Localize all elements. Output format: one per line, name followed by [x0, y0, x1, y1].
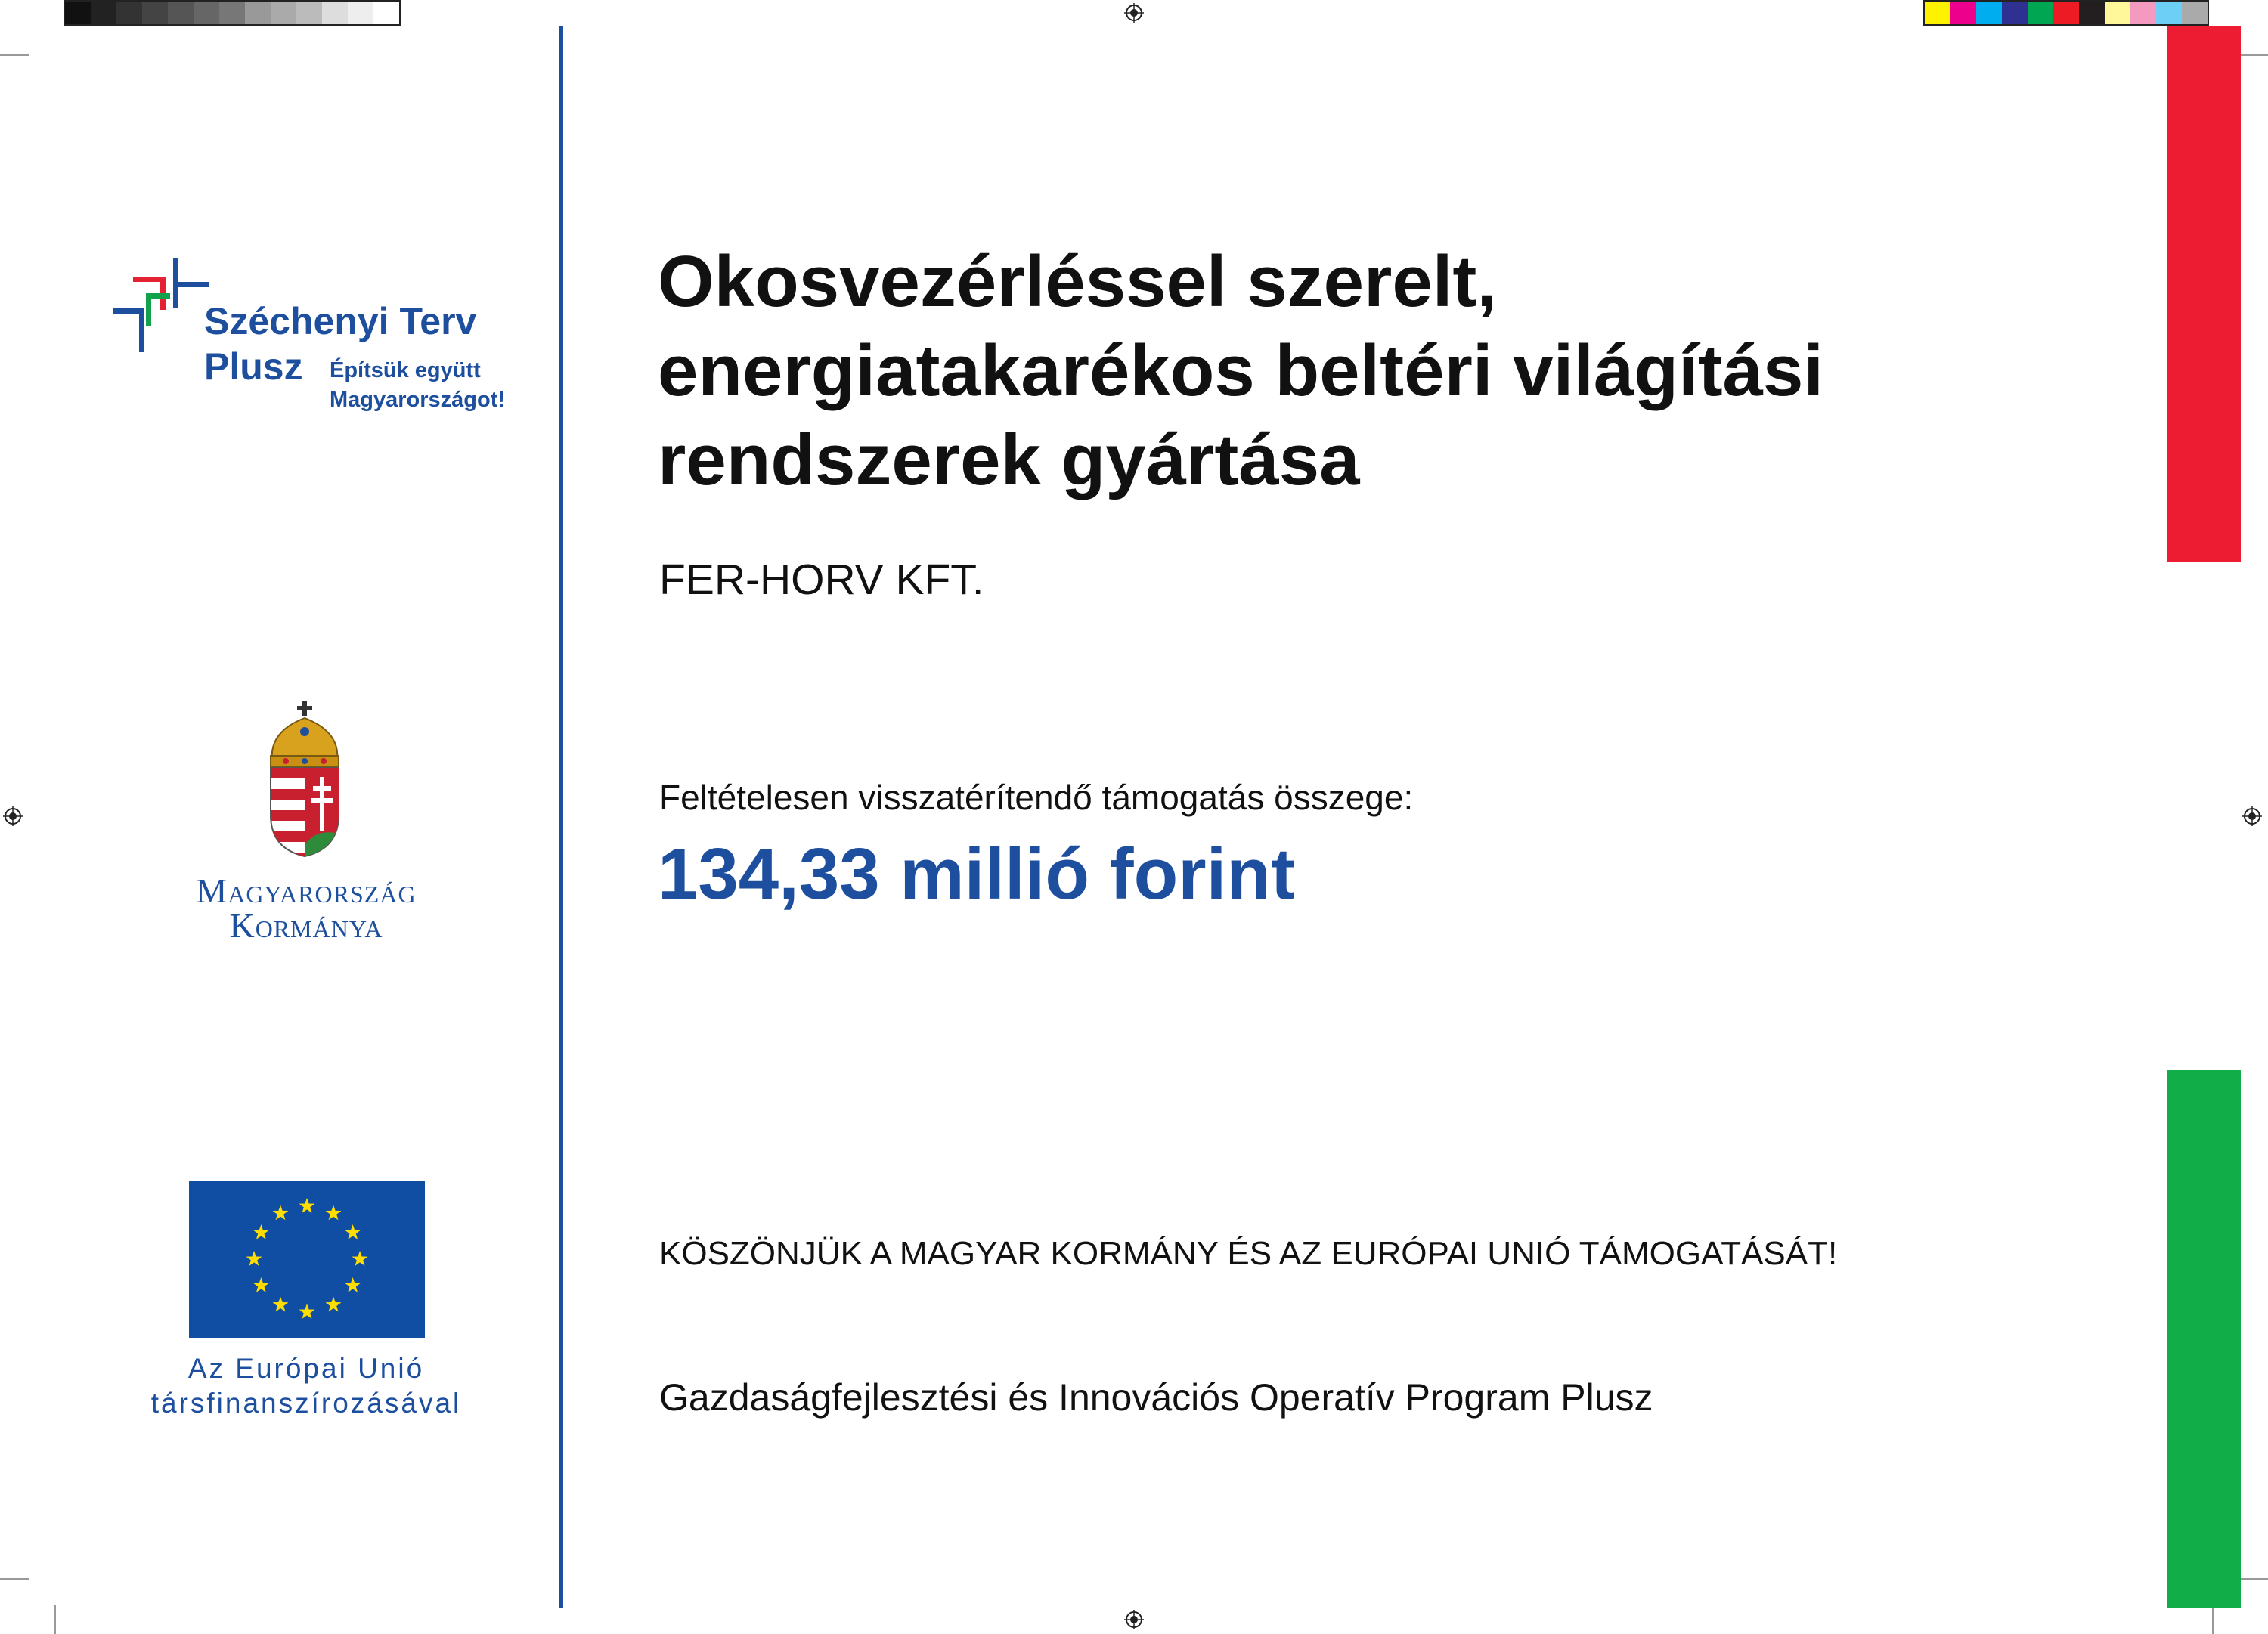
eu-text-line2: társfinanszírozásával [150, 1388, 462, 1419]
project-title-line: rendszerek gyártása [658, 419, 1360, 500]
registration-mark-icon [2242, 806, 2262, 826]
eu-flag-icon [189, 1181, 425, 1338]
company-name: FER-HORV KFT. [659, 555, 984, 604]
support-amount-label: Feltételesen visszatérítendő támogatás összege: [659, 778, 1414, 817]
crop-mark [0, 54, 29, 56]
coat-of-arms-icon [263, 701, 346, 860]
project-title [658, 237, 2094, 505]
szechenyi-logo-line1: Széchenyi Terv [204, 300, 477, 342]
crop-mark [2239, 54, 2268, 56]
registration-mark-icon [1124, 3, 1144, 23]
registration-mark-icon [1124, 1610, 1144, 1629]
support-amount: 134,33 millió forint [658, 834, 1295, 914]
government-name-line1: Magyarország [196, 871, 417, 910]
szechenyi-slogan-line2: Magyarországot! [330, 388, 506, 412]
project-title-line: energiatakarékos beltéri világítási [658, 330, 1824, 411]
crop-mark [2239, 1578, 2268, 1580]
crop-mark [0, 1578, 29, 1580]
vertical-divider [559, 26, 563, 1608]
crop-mark [54, 1605, 56, 1634]
szechenyi-cross-icon [110, 257, 212, 355]
crop-mark [2212, 1605, 2214, 1634]
eu-text-line1: Az Európai Unió [187, 1353, 425, 1384]
color-calibration-strip [1923, 0, 2209, 26]
government-name-line2: Kormánya [229, 906, 383, 945]
flag-red-bar [2167, 26, 2241, 562]
szechenyi-slogan-line1: Építsük együtt [330, 358, 481, 382]
grayscale-calibration-strip [64, 0, 401, 26]
program-name: Gazdaságfejlesztési és Innovációs Operatív Program Plusz [659, 1376, 1653, 1419]
thanks-message: KÖSZÖNJÜK A MAGYAR KORMÁNY ÉS AZ EURÓPAI UNIÓ TÁMOGATÁSÁT! [659, 1235, 1838, 1272]
registration-mark-icon [3, 806, 23, 826]
flag-green-bar [2167, 1070, 2241, 1608]
szechenyi-logo-line2: Plusz [204, 345, 303, 388]
project-title-line: Okosvezérléssel szerelt, [658, 241, 1498, 322]
